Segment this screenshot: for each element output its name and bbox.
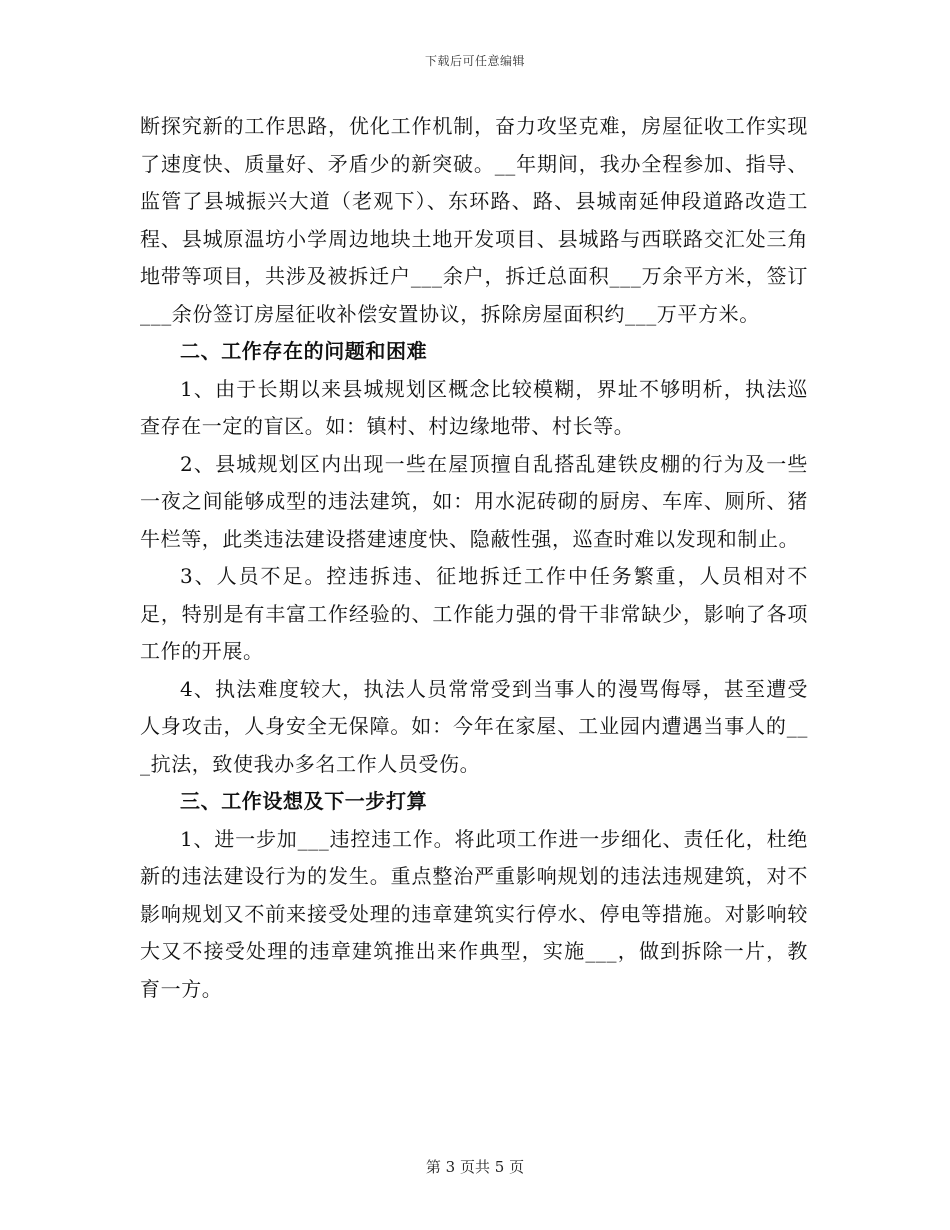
paragraph-intro: 断探究新的工作思路，优化工作机制，奋力攻坚克难，房屋征收工作实现了速度快、质量好、矛盾少的新突破。__年期间，我办全程参加、指导、监管了县城振兴大道（老观下）、东环路、路、县城南延伸段道路改造工程、县城原温坊小学周边地块土地开发项目、县城路与西联路交汇处三角地带等项目，共涉及被拆迁户___余户，拆迁总面积___万余平方米，签订___余份签订房屋征收补偿安置协议，拆除房屋面积约___万平方米。 xyxy=(140,114,808,326)
paragraph-problem-3: 3、人员不足。控违拆违、征地拆迁工作中任务繁重，人员相对不足，特别是有丰富工作经验的、工作能力强的骨干非常缺少，影响了各项工作的开展。 xyxy=(140,564,808,663)
paragraph-problem-1: 1、由于长期以来县城规划区概念比较模糊，界址不够明析，执法巡查存在一定的盲区。如：镇村、村边缘地带、村长等。 xyxy=(140,376,808,438)
section-heading-plans: 三、工作设想及下一步打算 xyxy=(180,789,428,813)
page-header: 下载后可任意编辑 xyxy=(424,54,525,68)
paragraph-plan-1: 1、进一步加___违控违工作。将此项工作进一步细化、责任化，杜绝新的违法建设行为的发生。重点整治严重影响规划的违法违规建筑，对不影响规划又不前来接受处理的违章建筑实行停水、停电等措施。对影响较大又不接受处理的违章建筑推出来作典型，实施___，做到拆除一片，教育一方。 xyxy=(140,826,808,1001)
paragraph-problem-2: 2、县城规划区内出现一些在屋顶擅自乱搭乱建铁皮棚的行为及一些一夜之间能够成型的违法建筑，如：用水泥砖砌的厨房、车库、厕所、猪牛栏等，此类违法建设搭建速度快、隐蔽性强，巡查时难以发现和制止。 xyxy=(140,451,808,551)
page-number: 第 3 页共 5 页 xyxy=(425,1158,525,1176)
document-body xyxy=(140,108,808,1008)
section-heading-problems: 二、工作存在的问题和困难 xyxy=(180,339,428,363)
paragraph-problem-4: 4、执法难度较大，执法人员常常受到当事人的漫骂侮辱，甚至遭受人身攻击，人身安全无保障。如：今年在家屋、工业园内遭遇当事人的___抗法，致使我办多名工作人员受伤。 xyxy=(140,676,808,776)
